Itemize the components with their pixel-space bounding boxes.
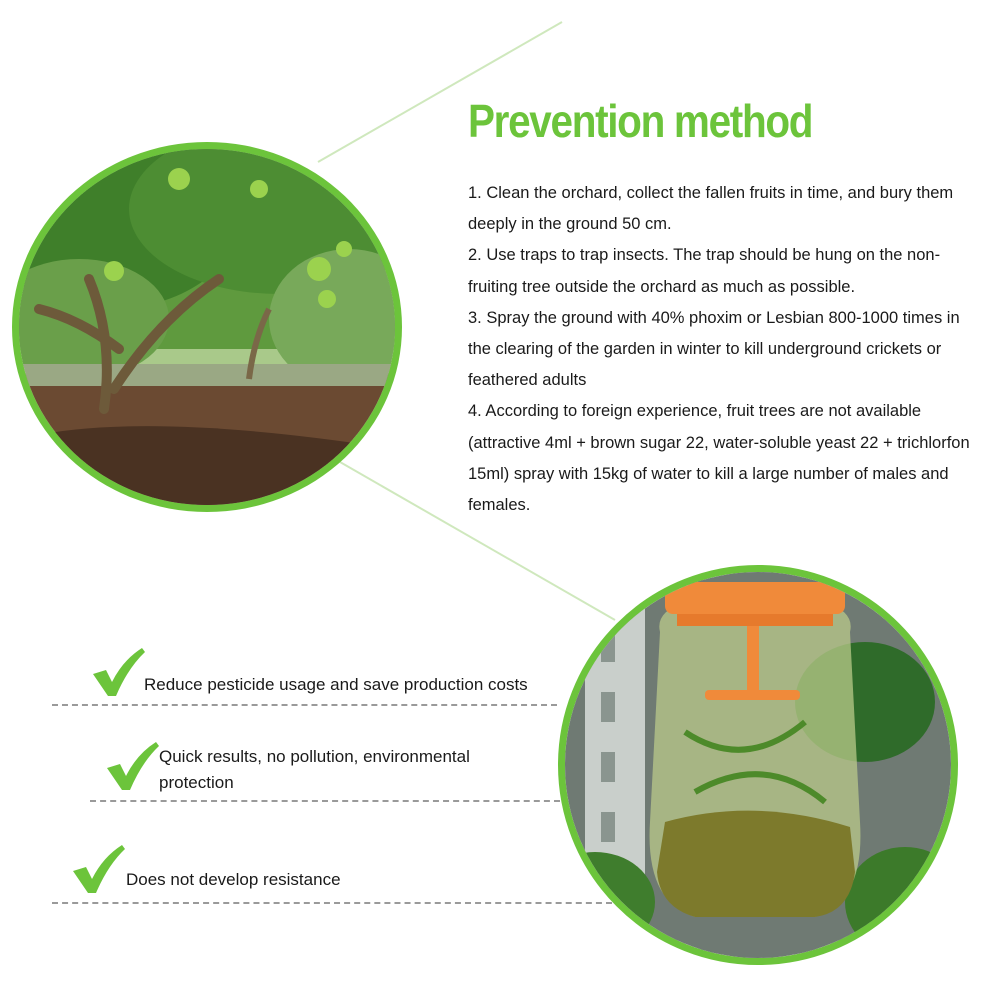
check-icon — [104, 740, 160, 792]
section-title: Prevention method — [468, 95, 813, 147]
benefit-item: Quick results, no pollution, environmental protection — [159, 747, 470, 792]
divider — [90, 800, 560, 802]
step-item: 1. Clean the orchard, collect the fallen fruits in time, and bury them deeply in the ground 50 cm. — [468, 184, 954, 234]
check-icon — [70, 843, 126, 895]
divider — [52, 902, 612, 904]
benefit-item: Reduce pesticide usage and save production costs — [144, 675, 528, 694]
step-item: 2. Use traps to trap insects. The trap should be hung on the non-fruiting tree outside the orchard as much as possible. — [468, 246, 941, 296]
divider — [52, 704, 557, 706]
check-icon — [90, 646, 146, 698]
insect-trap-photo — [558, 565, 958, 965]
step-item: 4. According to foreign experience, fruit trees are not available (attractive 4ml + brown sugar 22, water-soluble yeast 22 + trichlorfon 15ml) spray with 15kg of water to kill a large number of males and females. — [468, 402, 970, 515]
step-item: 3. Spray the ground with 40% phoxim or Lesbian 800-1000 times in the clearing of the garden in winter to kill underground crickets or feathered adults — [468, 308, 960, 390]
benefit-item: Does not develop resistance — [126, 870, 341, 889]
prevention-steps — [468, 178, 983, 521]
orchard-photo — [12, 142, 402, 512]
